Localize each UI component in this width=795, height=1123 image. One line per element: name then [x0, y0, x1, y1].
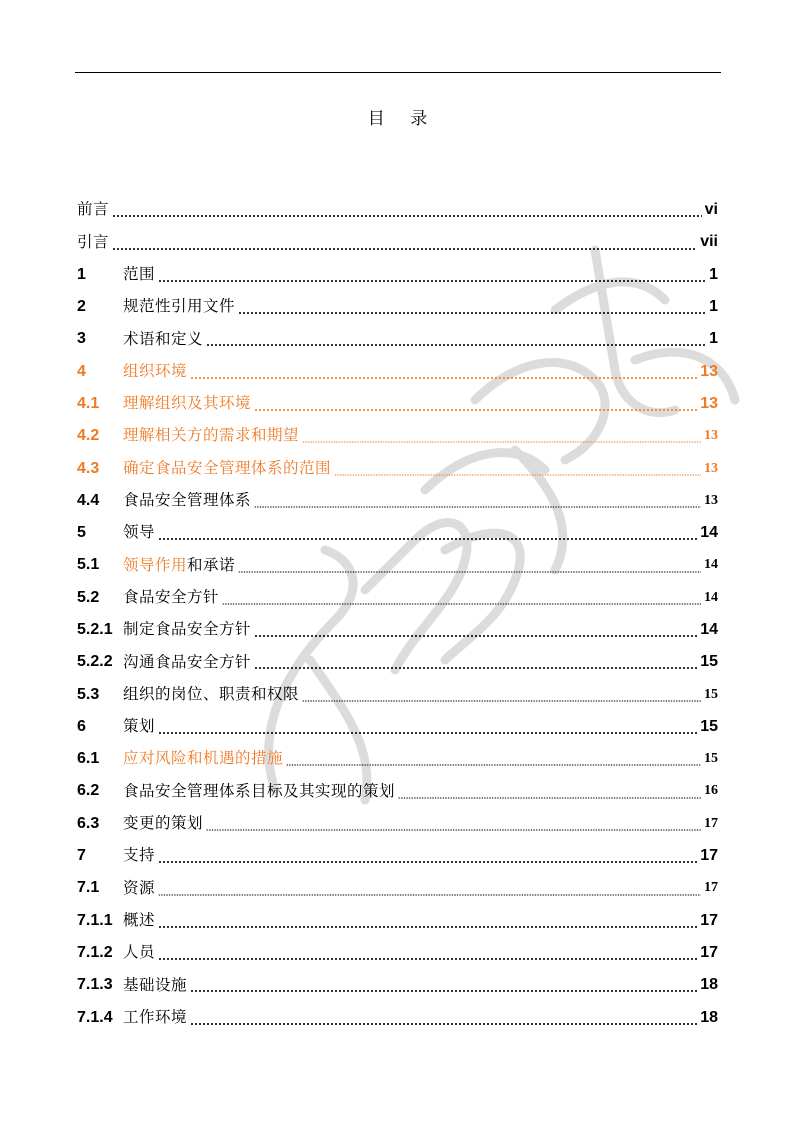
toc-entry-number: 5.2.1: [77, 621, 113, 638]
toc-entry[interactable]: [77, 969, 718, 1001]
toc-entry-number: 4.2: [77, 427, 100, 445]
toc-dot-leader: [254, 623, 697, 639]
toc-entry-title-part: 领导作用: [123, 555, 188, 574]
toc-entry-title: [123, 751, 283, 767]
toc-entry-title-part: 食品安全管理体系: [123, 491, 252, 510]
toc-entry-number: 6.3: [77, 814, 100, 832]
toc-entry[interactable]: [77, 711, 718, 743]
toc-entry-title: [123, 555, 236, 574]
toc-entry[interactable]: [77, 259, 718, 291]
toc-entry-title-part: 确定食品安全管理体系的范围: [123, 458, 332, 477]
toc-entry-title-part: 组织的岗位、职责和权限: [123, 684, 300, 703]
toc-entry-title-part: 组织环境: [123, 361, 188, 380]
toc-entry-title: [123, 622, 251, 638]
toc-entry-title-part: 工作环境: [123, 1007, 188, 1026]
toc-entry-title-part: 前言: [77, 200, 110, 219]
toc-entry-title-part: 策划: [123, 717, 156, 736]
toc-entry-page-number: 14: [704, 557, 718, 573]
toc-entry-number: 7.1: [77, 879, 100, 897]
toc-dot-leader: [158, 849, 697, 865]
toc-entry-page-number: 13: [704, 492, 718, 508]
toc-dot-leader: [206, 816, 701, 832]
toc-entry[interactable]: [77, 905, 718, 937]
toc-entry-title: [123, 396, 251, 412]
toc-entry-number: 7: [77, 847, 86, 865]
toc-entry-title-part: 资源: [123, 878, 156, 897]
toc-dot-leader: [112, 235, 697, 251]
toc-dot-leader: [190, 978, 697, 994]
toc-entry-title-part: 基础设施: [123, 975, 188, 994]
toc-entry-page-number: 17: [700, 911, 718, 929]
toc-entry-title: [123, 945, 155, 961]
table-of-contents: [77, 194, 718, 1034]
toc-entry-number: 1: [77, 265, 86, 283]
toc-entry-number: 4.4: [77, 491, 100, 509]
toc-entry-title: [123, 878, 156, 897]
toc-entry[interactable]: [77, 678, 718, 710]
toc-entry-page-number: 13: [704, 460, 718, 476]
toc-dot-leader: [158, 946, 697, 962]
toc-entry-title: [123, 652, 252, 671]
toc-dot-leader: [158, 526, 697, 542]
toc-entry[interactable]: [77, 775, 718, 807]
toc-entry-title-part: 人员: [123, 943, 156, 962]
toc-entry-number: 6.1: [77, 750, 100, 768]
toc-entry-page-number: vi: [704, 201, 718, 219]
toc-entry-title: [123, 458, 332, 477]
toc-dot-leader: [254, 397, 697, 413]
toc-dot-leader: [112, 203, 702, 219]
toc-dot-leader: [206, 332, 706, 348]
toc-dot-leader: [238, 300, 706, 316]
toc-entry-title-part: 食品安全管理体系目标及其实现的策划: [123, 781, 396, 800]
toc-entry-title: [123, 816, 203, 832]
toc-entry-title: [123, 525, 155, 541]
toc-entry-number: 6: [77, 717, 86, 735]
toc-entry-title: [123, 493, 251, 509]
toc-dot-leader: [190, 364, 697, 380]
toc-entry-page-number: 17: [704, 815, 718, 831]
toc-entry-number: 5.2: [77, 588, 100, 606]
toc-entry-page-number: 15: [704, 751, 718, 767]
toc-entry[interactable]: [77, 1001, 718, 1033]
toc-entry-number: 5.2.2: [77, 653, 113, 671]
toc-entry-title-part: 理解相关方的需求和期望: [123, 426, 300, 445]
toc-dot-leader: [302, 429, 701, 445]
toc-entry-title: [123, 299, 235, 315]
toc-entry-page-number: 18: [700, 1008, 718, 1026]
toc-entry-title: [77, 232, 110, 251]
toc-entry-title-part: 制定食品安全方针: [123, 620, 252, 639]
toc-entry-title-part: 术语和定义: [123, 329, 204, 348]
toc-entry-page-number: 1: [709, 265, 718, 283]
toc-entry-page-number: 14: [704, 589, 718, 605]
toc-entry-title-part: 概述: [123, 910, 156, 929]
toc-dot-leader: [238, 558, 701, 574]
toc-entry-page-number: 18: [700, 976, 718, 994]
toc-entry-page-number: 1: [709, 330, 718, 348]
toc-entry[interactable]: [77, 485, 718, 517]
toc-entry-page-number: 15: [700, 717, 718, 735]
toc-entry-title-part: 支持: [123, 846, 156, 865]
toc-dot-leader: [254, 655, 697, 671]
toc-entry-title: [123, 910, 156, 929]
toc-entry-page-number: vii: [700, 233, 718, 251]
toc-entry[interactable]: [77, 355, 718, 387]
toc-entry[interactable]: [77, 840, 718, 872]
toc-entry-number: 3: [77, 330, 86, 348]
toc-entry-title: [123, 975, 188, 994]
toc-dot-leader: [398, 784, 701, 800]
toc-entry-page-number: 13: [704, 428, 718, 444]
toc-entry[interactable]: [77, 194, 718, 226]
toc-entry-title-part: 规范性引用文件: [123, 297, 236, 316]
toc-entry-page-number: 15: [700, 653, 718, 671]
toc-entry-page-number: 13: [700, 362, 718, 380]
toc-entry-title: [123, 848, 155, 864]
toc-dot-leader: [222, 590, 701, 606]
toc-entry-title: [123, 1007, 188, 1026]
toc-entry[interactable]: [77, 388, 718, 420]
toc-entry-number: 5.3: [77, 685, 100, 703]
toc-entry-page-number: 1: [709, 298, 718, 316]
toc-entry-number: 4: [77, 362, 86, 380]
toc-entry-page-number: 14: [700, 621, 718, 638]
toc-entry-number: 2: [77, 298, 86, 316]
toc-dot-leader: [286, 752, 701, 768]
toc-entry-number: 4.3: [77, 459, 100, 477]
toc-entry-number: 6.2: [77, 782, 100, 800]
toc-entry[interactable]: [77, 452, 718, 484]
toc-entry[interactable]: [77, 937, 718, 969]
toc-dot-leader: [190, 1010, 697, 1026]
toc-dot-leader: [334, 461, 701, 477]
toc-entry-page-number: 17: [700, 847, 718, 865]
toc-entry[interactable]: [77, 808, 718, 840]
toc-entry-title-part: 食品安全方针: [123, 587, 220, 606]
toc-entry-title-part: 领导: [123, 523, 156, 542]
toc-entry[interactable]: [77, 226, 718, 258]
toc-entry[interactable]: [77, 614, 718, 646]
toc-entry-title: [123, 587, 220, 606]
toc-entry-title-part: 和承诺: [187, 555, 236, 574]
toc-dot-leader: [158, 267, 706, 283]
toc-entry-title-part: 引言: [77, 232, 110, 251]
toc-entry-title: [123, 684, 300, 703]
toc-entry-page-number: 14: [700, 524, 718, 542]
toc-entry[interactable]: [77, 291, 718, 323]
toc-entry-page-number: 17: [704, 880, 718, 896]
toc-dot-leader: [158, 881, 701, 897]
toc-entry-page-number: 17: [700, 943, 718, 961]
toc-entry-title: [123, 361, 188, 380]
toc-entry-number: 7.1.2: [77, 943, 113, 961]
toc-entry-title-part: 变更的策划: [123, 814, 204, 833]
toc-entry-title-part: 沟通食品安全方针: [123, 652, 252, 671]
toc-entry-number: 5: [77, 524, 86, 542]
toc-entry[interactable]: [77, 582, 718, 614]
toc-entry-title: [123, 719, 155, 735]
toc-entry-number: 4.1: [77, 394, 100, 412]
toc-entry-title-part: 应对风险和机遇的措施: [123, 749, 284, 768]
toc-entry-title: [123, 329, 204, 348]
toc-entry[interactable]: [77, 323, 718, 355]
toc-entry-title-part: 理解组织及其环境: [123, 394, 252, 413]
toc-entry-page-number: 16: [704, 783, 718, 799]
toc-entry[interactable]: [77, 517, 718, 549]
toc-dot-leader: [158, 913, 697, 929]
toc-entry-title: [123, 428, 299, 444]
header-rule: [75, 72, 721, 73]
toc-entry[interactable]: [77, 872, 718, 904]
toc-dot-leader: [302, 687, 701, 703]
toc-dot-leader: [158, 720, 697, 736]
toc-entry-page-number: 15: [704, 686, 718, 702]
toc-entry[interactable]: [77, 549, 718, 581]
toc-entry-page-number: 13: [700, 394, 718, 412]
toc-entry-title: [123, 781, 396, 800]
page-title: 目 录: [367, 109, 438, 129]
toc-entry[interactable]: [77, 743, 718, 775]
toc-entry-title: [77, 202, 109, 218]
toc-entry-number: 7.1.4: [77, 1008, 113, 1026]
toc-entry-number: 5.1: [77, 556, 100, 574]
toc-entry[interactable]: [77, 646, 718, 678]
toc-entry[interactable]: [77, 420, 718, 452]
toc-dot-leader: [254, 493, 701, 509]
toc-entry-title: [123, 264, 156, 283]
toc-entry-number: 7.1.1: [77, 911, 113, 929]
toc-entry-number: 7.1.3: [77, 976, 113, 994]
toc-entry-title-part: 范围: [123, 264, 156, 283]
